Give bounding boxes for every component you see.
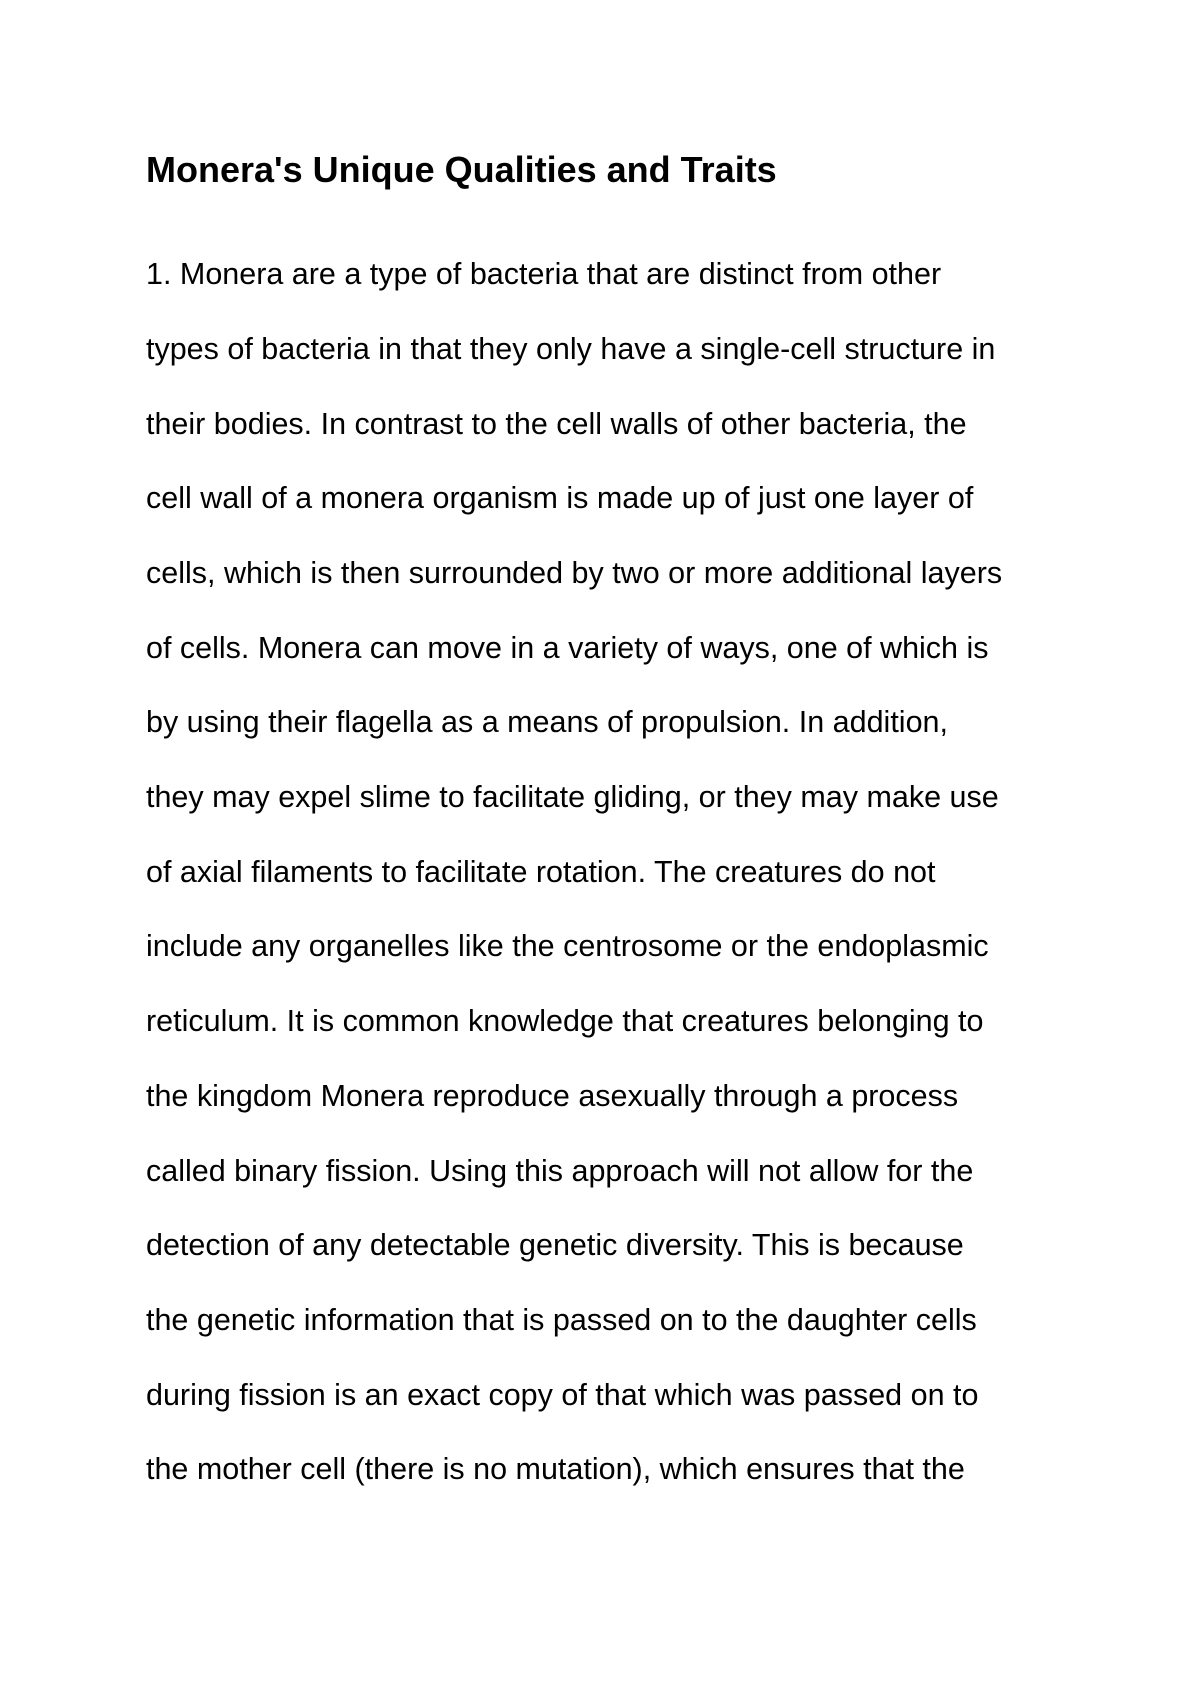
- text-line: reticulum. It is common knowledge that creatures belonging to: [146, 1004, 984, 1038]
- document-title: Monera's Unique Qualities and Traits: [146, 149, 777, 190]
- text-line: 1. Monera are a type of bacteria that are distinct from other: [146, 257, 942, 291]
- text-line: cell wall of a monera organism is made up of just one layer of: [146, 481, 974, 515]
- text-line: cells, which is then surrounded by two or more additional layers: [146, 556, 1003, 590]
- text-line: the mother cell (there is no mutation), which ensures that the: [146, 1452, 965, 1486]
- text-line: of axial filaments to facilitate rotation. The creatures do not: [146, 855, 936, 889]
- text-line: called binary fission. Using this approach will not allow for the: [146, 1154, 974, 1188]
- text-line: during fission is an exact copy of that which was passed on to: [146, 1378, 979, 1412]
- text-line: of cells. Monera can move in a variety of ways, one of which is: [146, 631, 989, 665]
- text-line: they may expel slime to facilitate gliding, or they may make use: [146, 780, 999, 814]
- text-line: the kingdom Monera reproduce asexually through a process: [146, 1079, 959, 1113]
- text-line: detection of any detectable genetic diversity. This is because: [146, 1228, 964, 1262]
- text-line: the genetic information that is passed on to the daughter cells: [146, 1303, 977, 1337]
- text-line: their bodies. In contrast to the cell walls of other bacteria, the: [146, 407, 967, 441]
- text-line: include any organelles like the centrosome or the endoplasmic: [146, 929, 989, 963]
- text-line: by using their flagella as a means of propulsion. In addition,: [146, 705, 948, 739]
- text-line: types of bacteria in that they only have a single-cell structure in: [146, 332, 996, 366]
